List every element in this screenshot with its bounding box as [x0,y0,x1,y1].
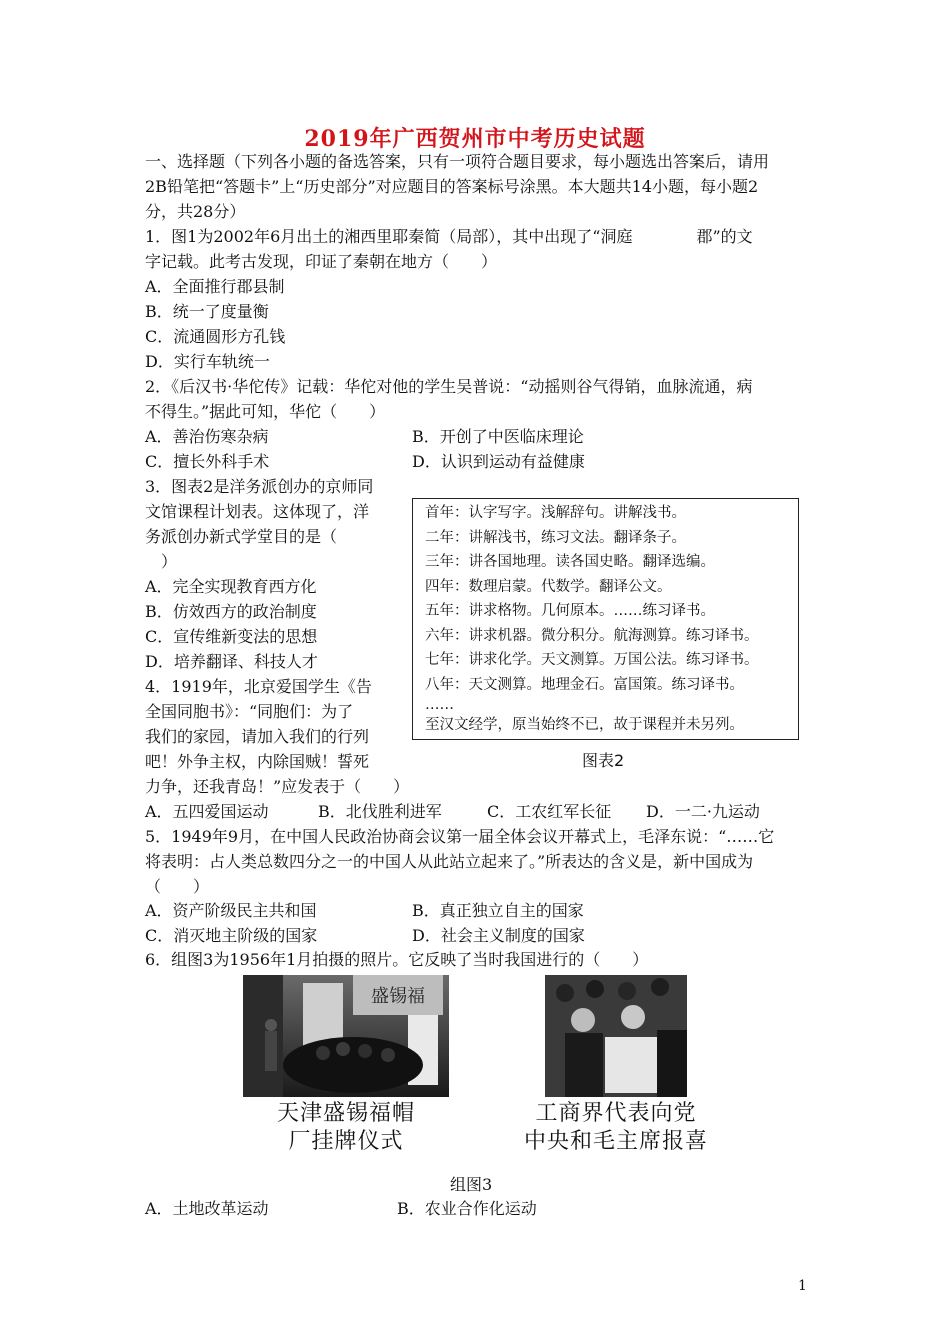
table-row: 七年：讲求化学。天文测算。万国公法。练习译书。 [425,652,759,668]
photo-report-caption [505,1100,727,1156]
table-row: 八年：天文测算。地理金石。富国策。练习译书。 [425,676,744,693]
question-1-text: 字记载。此考古发现，印证了秦朝在地方（ ） [145,252,498,271]
question-6-text: 6．组图3为1956年1月拍摄的照片。它反映了当时我国进行的（ ） [145,950,649,969]
question-5-text: 将表明：占人类总数四分之一的中国人从此站立起来了。”所表达的含义是，新中国成为 [145,852,754,871]
option-4a: A．五四爱国运动 [145,802,269,821]
option-3b: B．仿效西方的政治制度 [145,602,317,621]
question-4-text: 吧！外争主权，内除国贼！誓死 [145,752,370,771]
question-3-text: ） [145,552,178,571]
intro-line: 分，共28分） [145,202,246,221]
figure-caption: 组图3 [450,1175,493,1194]
caption-line: 工商界代表向党 [535,1101,697,1126]
question-5-text: 5．1949年9月，在中国人民政治协商会议第一届全体会议开幕式上，毛泽东说：“……它 [145,827,775,846]
question-3-text: 3．图表2是洋务派创办的京师同 [145,477,374,496]
table-row: 首年：认字写字。浅解辞句。讲解浅书。 [425,505,686,521]
question-1-text: 1．图1为2002年6月出土的湘西里耶秦简（局部），其中出现了“洞庭 郡”的文 [145,227,753,246]
option-3c: C．宣传维新变法的思想 [145,627,318,646]
table-row: 三年：讲各国地理。读各国史略。翻译选编。 [425,554,715,570]
question-2-text: 不得生。”据此可知，华佗（ ） [145,402,386,421]
option-1d: D．实行车轨统一 [145,352,270,371]
page-number: 1 [798,1278,807,1294]
question-5-text: （ ） [145,877,210,896]
intro-line: 一、选择题（下列各小题的备选答案，只有一项符合题目要求，每小题选出答案后，请用 [145,152,770,171]
photo-ceremony-image [243,975,449,1097]
page-title: 2019年广西贺州市中考历史试题 [304,126,646,152]
option-5d: D．社会主义制度的国家 [412,926,585,945]
photo-report-image [545,975,687,1097]
question-3-text: 务派创办新式学堂目的是（ [145,527,338,546]
option-6a: A．土地改革运动 [145,1199,269,1218]
photo-ceremony [243,975,449,1097]
option-5a: A．资产阶级民主共和国 [145,901,317,920]
option-1a: A．全面推行郡县制 [145,277,285,296]
caption-line: 厂挂牌仪式 [288,1129,404,1154]
option-2a: A．善治伤寒杂病 [145,427,269,446]
option-5c: C．消灭地主阶级的国家 [145,926,318,945]
curriculum-table [412,498,799,740]
table-row: 五年：讲求格物。几何原本。……练习译书。 [425,603,715,619]
question-3-text: 文馆课程计划表。这体现了，洋 [145,502,370,521]
option-3a: A．完全实现教育西方化 [145,577,317,596]
photo-ceremony-caption [243,1100,449,1156]
option-3d: D．培养翻译、科技人才 [145,652,318,671]
table-row: 至汉文经学，原当始终不已，故于课程并未另列。 [425,717,744,733]
question-4-text: 我们的家园，请加入我们的行列 [145,727,370,746]
table-row: …… [425,697,454,713]
sign-text: 盛锡福 [371,986,425,1007]
option-2d: D．认识到运动有益健康 [412,452,585,471]
option-6b: B．农业合作化运动 [397,1199,537,1218]
option-4b: B．北伐胜利进军 [318,802,442,821]
intro-line: 2B铅笔把“答题卡”上“历史部分”对应题目的答案标号涂黑。本大题共14小题，每小题2 [145,177,759,196]
question-4-text: 4．1919年，北京爱国学生《告 [145,677,372,696]
photo-report [545,975,687,1097]
question-2-text: 2．《后汉书·华佗传》记载：华佗对他的学生吴普说：“动摇则谷气得销，血脉流通，病 [145,377,753,396]
table-row: 六年：讲求机器。微分积分。航海测算。练习译书。 [425,627,759,644]
option-2b: B．开创了中医临床理论 [412,427,584,446]
option-4c: C．工农红军长征 [487,802,612,821]
option-2c: C．擅长外科手术 [145,452,270,471]
caption-line: 天津盛锡福帽 [276,1101,415,1126]
question-4-text: 力争，还我青岛！”应发表于（ ） [145,777,410,796]
option-1b: B．统一了度量衡 [145,302,269,321]
table-row: 四年：数理启蒙。代数学。翻译公文。 [425,578,672,595]
table-caption: 图表2 [582,751,625,770]
option-1c: C．流通圆形方孔钱 [145,327,286,346]
option-5b: B．真正独立自主的国家 [412,901,584,920]
table-row: 二年：讲解浅书，练习文法。翻译条子。 [425,529,686,546]
question-4-text: 全国同胞书》：“同胞们：为了 [145,702,354,721]
option-4d: D．一二·九运动 [646,802,760,821]
caption-line: 中央和毛主席报喜 [523,1129,708,1154]
